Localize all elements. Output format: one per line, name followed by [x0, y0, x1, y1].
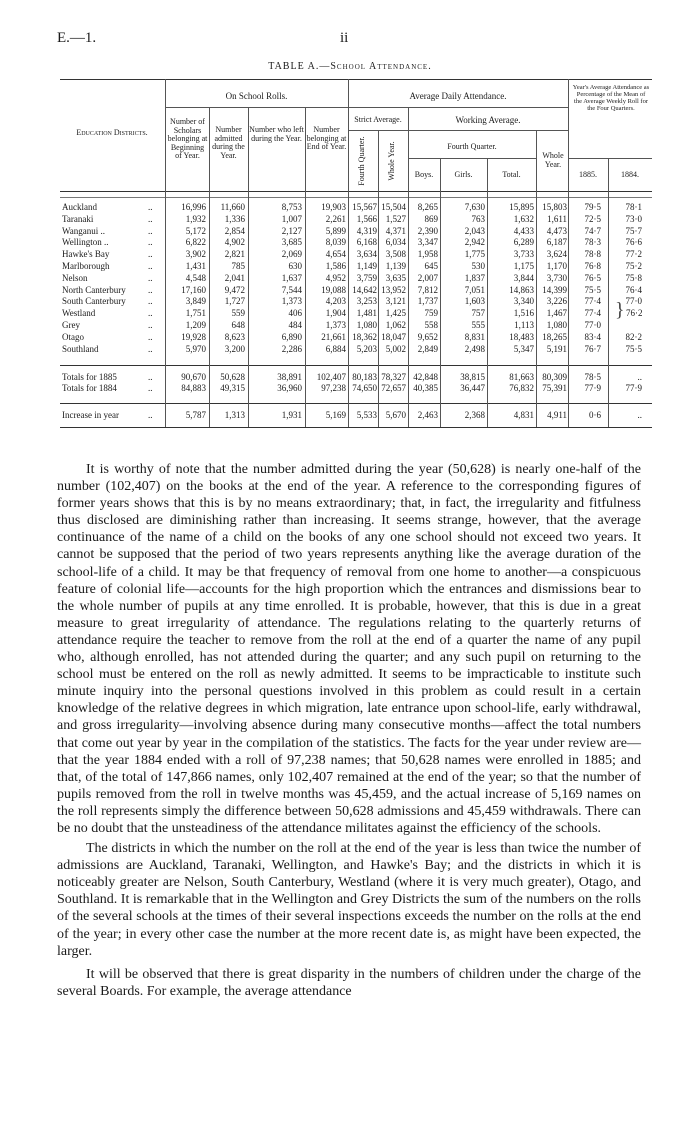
district-row-cell: 76·5: [584, 272, 601, 283]
district-row-cell: 77·2: [625, 249, 642, 260]
totals-row-cell: 77·9: [625, 383, 642, 393]
district-row-cell: 2,286: [281, 343, 302, 354]
totals-row-dots: ..: [148, 372, 153, 382]
district-row-cell: 3,347: [417, 237, 438, 248]
district-row-cell: 6,822: [185, 237, 206, 248]
district-row-cell: 1,566: [356, 213, 377, 224]
district-row-cell: 2,821: [224, 249, 245, 260]
district-row-cell: 19,903: [321, 202, 346, 212]
district-row-cell: 4,473: [546, 225, 567, 236]
district-row-dots: ..: [148, 296, 153, 307]
totals-row-cell: 38,891: [277, 372, 302, 382]
district-row-cell: 73·0: [625, 213, 642, 224]
totals-row-cell: 76,832: [509, 383, 534, 393]
district-row-cell: 3,730: [546, 272, 567, 283]
district-row-cell: 484: [288, 320, 302, 330]
district-row-cell: 2,498: [464, 343, 485, 354]
district-row-cell: 2,942: [464, 237, 485, 248]
header-col-fourth-quarter: Fourth Quarter.: [357, 136, 366, 186]
table-header-rule: [60, 191, 652, 192]
district-row-cell: 4,203: [325, 296, 346, 307]
district-row-cell: 13,952: [381, 284, 406, 295]
district-row-cell: 3,902: [185, 249, 206, 260]
district-row-cell: 19,088: [321, 284, 346, 295]
district-row-cell: 3,253: [356, 296, 377, 307]
district-row-cell: 5,203: [356, 343, 377, 354]
totals-row-cell: 36,447: [460, 383, 485, 393]
header-year-1884: 1884.: [621, 170, 639, 179]
totals-row-cell: 36,960: [277, 383, 302, 393]
district-row-cell: 1,737: [417, 296, 438, 307]
district-row-cell: 3,634: [356, 249, 377, 260]
district-row-cell: 75·2: [625, 261, 642, 271]
increase-row-label: Increase in year: [62, 410, 119, 420]
district-row-label: Hawke's Bay: [62, 249, 110, 260]
district-row-cell: 1,149: [356, 261, 377, 271]
totals-row-cell: 84,883: [181, 383, 206, 393]
increase-row-cell: 4,911: [547, 410, 567, 420]
district-row-cell: 6,187: [546, 237, 567, 248]
header-col-end: Number belonging at End of Year.: [306, 125, 347, 151]
totals-row-cell: 97,238: [321, 383, 346, 393]
district-row-dots: ..: [148, 261, 153, 271]
district-row-cell: 14,399: [542, 284, 567, 295]
district-row-cell: 2,069: [281, 249, 302, 260]
district-row-cell: 14,863: [509, 284, 534, 295]
district-row-cell: 17,160: [181, 284, 206, 295]
district-row-cell: 76·4: [625, 284, 642, 295]
district-row-cell: 1,209: [185, 320, 206, 330]
district-row-cell: 9,472: [224, 284, 245, 295]
district-row-label: Wanganui ..: [62, 225, 106, 236]
district-row-label: Auckland: [62, 202, 97, 212]
district-row-cell: 6,034: [385, 237, 406, 248]
district-row-cell: 2,043: [464, 225, 485, 236]
district-row-cell: 9,652: [417, 331, 438, 342]
district-row-cell: 1,080: [356, 320, 377, 330]
header-left: E.—1.: [57, 30, 97, 46]
increase-row-cell: 0·6: [589, 410, 601, 420]
district-row-cell: 75·7: [625, 225, 642, 236]
totals-row-cell: 80,309: [542, 372, 567, 382]
district-row-cell: 4,548: [185, 272, 206, 283]
district-row-cell: 78·3: [584, 237, 601, 248]
district-row-cell: 1,603: [464, 296, 485, 307]
district-row-cell: 1,139: [385, 261, 406, 271]
district-row-label: Southland: [62, 343, 99, 354]
district-row-cell: 5,970: [185, 343, 206, 354]
increase-row-cell: 2,463: [417, 410, 438, 420]
district-row-label: Grey: [62, 320, 80, 330]
paragraph: It is worthy of note that the number admitted during the year (50,628) is nearly one-half of the number (102,407) on the books at the end of the year. A reference to the corresponding figures of former years shows that this is by no means extraordinary; that, in fact, the irregularity and fitfulness thus disclosed are diminishing rather than increasing. It seems strange, however, that the average continuance of the name of a child on the books of any one school should not exceed two years. It cannot be supposed that the period of two years represents anything like the average duration of the school-life of a child. It may be that frequency of removal from one home to another—a conspicuous feature of colonial life—accounts for the high proportion which the entrances and dismissions bear to the whole number of pupils at any time enrolled. It is probable, however, that this is due in a great measure to great irregularity of attendance. The regulations relating to the quarterly returns of attendance require the teacher to remove from the roll at the end of a quarter the name of any pupil who, although enrolled, has not attended during the quarter; and any such pupil on returning to the school must be entered on the roll as newly admitted. It seems to be impracticable to institute such minute inquiry into the personal questions involved in this problem as could result in a certain knowledge of the relative degrees in which migration, late entrance upon school-life, early withdrawal, and gross irregularity—involving absence during many consecutive months—affect the total numbers that come out year by year in the compilation of the statistics. The facts for the year under review are—that the year 1884 ended with a roll of 97,238 names; that 50,628 names were enrolled in 1885; and that, of the total of 147,866 names, only 102,407 remained at the end of the year; so that the number of pupils removed from the roll in twelve months was 45,459, and the actual increase of 5,169 names on the roll represents simply the difference between 50,628 admissions and 45,459 withdrawals. There can be no doubt that the unsteadiness of the attendance militates against the efficiency of the schools.: [57, 462, 641, 836]
district-row-cell: 5,002: [385, 343, 406, 354]
district-row-cell: 4,319: [356, 225, 377, 236]
district-row-cell: 3,844: [513, 272, 534, 283]
district-row-cell: 3,635: [385, 272, 406, 283]
district-row-cell: 559: [231, 308, 245, 319]
district-row-cell: 645: [424, 261, 438, 271]
increase-row-cell: 5,670: [385, 410, 406, 420]
district-row-cell: 1,481: [356, 308, 377, 319]
district-row-dots: ..: [148, 225, 153, 236]
district-row-cell: 2,854: [224, 225, 245, 236]
district-row-cell: 4,433: [513, 225, 534, 236]
district-row-cell: 72·5: [584, 213, 601, 224]
district-row-cell: 11,660: [220, 202, 245, 212]
district-row-cell: 7,051: [464, 284, 485, 295]
district-row-cell: 8,265: [417, 202, 438, 212]
district-row-cell: 7,630: [464, 202, 485, 212]
table-totals-rule: [60, 365, 652, 366]
district-row-dots: ..: [148, 272, 153, 283]
district-row-dots: ..: [148, 284, 153, 295]
district-row-cell: 1,958: [417, 249, 438, 260]
district-row-dots: ..: [148, 249, 153, 260]
district-row-dots: ..: [148, 237, 153, 248]
paragraph: It will be observed that there is great disparity in the numbers of children under the charge of the several Boards. For example, the average attendance: [57, 966, 641, 999]
district-row-cell: 1,080: [546, 320, 567, 330]
district-row-cell: 15,504: [381, 202, 406, 212]
district-row-label: Marlborough: [62, 261, 110, 271]
header-year-1885: 1885.: [579, 170, 597, 179]
totals-row-cell: 78·5: [584, 372, 601, 382]
header-districts: Education Districts.: [76, 128, 148, 137]
header-col-boys: Boys.: [414, 170, 434, 179]
increase-row-dots: ..: [148, 410, 153, 420]
district-row-cell: 1,727: [224, 296, 245, 307]
totals-row-cell: 81,663: [509, 372, 534, 382]
district-row-cell: 2,041: [224, 272, 245, 283]
district-row-cell: 2,390: [417, 225, 438, 236]
district-row-cell: 1,336: [224, 213, 245, 224]
district-row-cell: 4,952: [325, 272, 346, 283]
district-row-cell: 15,803: [542, 202, 567, 212]
district-row-cell: 1,904: [325, 308, 346, 319]
district-row-dots: ..: [148, 320, 153, 330]
district-row-cell: 4,371: [385, 225, 406, 236]
totals-row-cell: 74,650: [352, 383, 377, 393]
district-row-cell: 1,062: [385, 320, 406, 330]
header-col-whole-year: Whole Year.: [387, 141, 396, 181]
table-bottom-rule: [60, 427, 652, 428]
district-row-cell: 77·4: [584, 308, 601, 319]
header-percentage: Year's Average Attendance as Percentage of the Mean of the Average Weekly Roll for the Four Quarters.: [572, 84, 650, 112]
header-page-number: ii: [340, 30, 349, 46]
district-row-dots: ..: [148, 213, 153, 224]
district-row-cell: 4,654: [325, 249, 346, 260]
district-row-label: Taranaki: [62, 213, 94, 224]
totals-row-cell: 40,385: [413, 383, 438, 393]
district-row-cell: 18,483: [509, 331, 534, 342]
totals-row-cell: 50,628: [220, 372, 245, 382]
district-row-cell: 1,586: [325, 261, 346, 271]
district-row-cell: 7,812: [417, 284, 438, 295]
district-row-cell: 1,516: [513, 308, 534, 319]
district-row-cell: 75·8: [625, 272, 642, 283]
totals-row-cell: ..: [637, 372, 642, 382]
totals-row-cell: 80,183: [352, 372, 377, 382]
district-row-cell: 3,226: [546, 296, 567, 307]
header-col-girls: Girls.: [454, 170, 473, 179]
totals-row-cell: 77·9: [584, 383, 601, 393]
district-row-cell: 5,191: [546, 343, 567, 354]
district-row-cell: 78·1: [625, 202, 642, 212]
district-row-cell: 555: [471, 320, 485, 330]
district-row-cell: 8,831: [464, 331, 485, 342]
district-row-cell: 1,007: [281, 213, 302, 224]
increase-row-cell: 2,368: [464, 410, 485, 420]
district-row-cell: 1,751: [185, 308, 206, 319]
district-row-cell: 1,932: [185, 213, 206, 224]
district-row-cell: 1,527: [385, 213, 406, 224]
district-row-cell: 630: [288, 261, 302, 271]
district-row-cell: 15,567: [352, 202, 377, 212]
header-on-rolls: On School Rolls.: [225, 91, 288, 101]
district-row-cell: 1,373: [281, 296, 302, 307]
fourth-q-sub-rule: [408, 158, 536, 159]
district-row-label: Otago: [62, 331, 84, 342]
district-row-cell: 763: [471, 213, 485, 224]
district-row-label: North Canterbury: [62, 284, 126, 295]
district-row-cell: 8,623: [224, 331, 245, 342]
increase-row-cell: 1,931: [281, 410, 302, 420]
district-row-cell: 3,685: [281, 237, 302, 248]
on-rolls-sub-rule: [165, 107, 348, 108]
district-row-cell: 21,661: [321, 331, 346, 342]
district-row-cell: 1,775: [464, 249, 485, 260]
district-row-cell: 530: [471, 261, 485, 271]
district-row-cell: 75·5: [584, 284, 601, 295]
header-col-left: Number who left during the Year.: [249, 125, 304, 143]
totals-row-cell: 72,657: [381, 383, 406, 393]
district-row-cell: 6,168: [356, 237, 377, 248]
increase-row-cell: ..: [637, 410, 642, 420]
district-row-cell: 2,261: [325, 213, 346, 224]
district-row-cell: 3,121: [385, 296, 406, 307]
district-row-cell: 5,899: [325, 225, 346, 236]
district-row-cell: 1,170: [546, 261, 567, 271]
district-row-cell: 3,200: [224, 343, 245, 354]
district-row-cell: 7,544: [281, 284, 302, 295]
table-top-rule: [60, 79, 652, 80]
district-row-cell: 16,996: [181, 202, 206, 212]
district-row-cell: 1,425: [385, 308, 406, 319]
district-row-cell: 82·2: [625, 331, 642, 342]
increase-row-cell: 1,313: [224, 410, 245, 420]
district-row-cell: 1,431: [185, 261, 206, 271]
district-row-cell: 18,362: [352, 331, 377, 342]
totals-row-cell: 75,391: [542, 383, 567, 393]
pct-sub-rule: [568, 158, 652, 159]
district-row-dots: ..: [148, 202, 153, 212]
district-row-cell: 3,759: [356, 272, 377, 283]
district-row-cell: 79·5: [584, 202, 601, 212]
district-row-label: Wellington ..: [62, 237, 109, 248]
district-row-cell: 14,642: [352, 284, 377, 295]
header-working: Working Average.: [455, 115, 521, 125]
totals-row-cell: 90,670: [181, 372, 206, 382]
district-row-cell: 77·0: [584, 320, 601, 330]
westland-grey-brace: }: [615, 299, 625, 321]
district-row-cell: 3,340: [513, 296, 534, 307]
header-avg-daily: Average Daily Attendance.: [409, 91, 507, 101]
header-col-whole-year-working: Whole Year.: [542, 151, 564, 169]
district-row-cell: 2,007: [417, 272, 438, 283]
district-row-cell: 77·4: [584, 296, 601, 307]
totals-row-cell: 102,407: [316, 372, 346, 382]
district-row-cell: 15,895: [509, 202, 534, 212]
header-col-total: Total.: [502, 170, 521, 179]
district-row-cell: 1,632: [513, 213, 534, 224]
district-row-cell: 5,172: [185, 225, 206, 236]
district-row-cell: 78·8: [584, 249, 601, 260]
totals-row-cell: 38,815: [460, 372, 485, 382]
increase-row-cell: 5,787: [185, 410, 206, 420]
district-row-cell: 8,039: [325, 237, 346, 248]
table-body-rule: [60, 197, 652, 198]
district-row-cell: 3,849: [185, 296, 206, 307]
district-row-label: South Canterbury: [62, 296, 126, 307]
table-title: TABLE A.—School Attendance.: [268, 61, 432, 72]
district-row-cell: 18,265: [542, 331, 567, 342]
totals-row-label: Totals for 1884: [62, 383, 117, 393]
district-row-cell: 406: [288, 308, 302, 319]
district-row-cell: 3,733: [513, 249, 534, 260]
district-row-cell: 18,047: [381, 331, 406, 342]
district-row-cell: 1,175: [513, 261, 534, 271]
district-row-cell: 4,902: [224, 237, 245, 248]
district-row-cell: 648: [231, 320, 245, 330]
table-increase-rule: [60, 403, 652, 404]
header-col-beginning: Number of Scholars belonging at Beginning of Year.: [167, 117, 208, 160]
district-row-label: Nelson: [62, 272, 88, 283]
district-row-cell: 1,113: [514, 320, 534, 330]
district-row-cell: 76·7: [584, 343, 601, 354]
working-sub-rule: [408, 130, 568, 131]
district-row-cell: 76·6: [625, 237, 642, 248]
totals-row-label: Totals for 1885: [62, 372, 117, 382]
totals-row-cell: 49,315: [220, 383, 245, 393]
district-row-cell: 2,849: [417, 343, 438, 354]
district-row-cell: 785: [231, 261, 245, 271]
district-row-cell: 8,753: [281, 202, 302, 212]
westland-grey-1884-value: 76·2: [626, 308, 643, 318]
district-row-cell: 83·4: [584, 331, 601, 342]
increase-row-cell: 5,169: [325, 410, 346, 420]
district-row-dots: ..: [148, 343, 153, 354]
district-row-cell: 6,884: [325, 343, 346, 354]
district-row-cell: 1,837: [464, 272, 485, 283]
district-row-cell: 6,289: [513, 237, 534, 248]
district-row-dots: ..: [148, 308, 153, 319]
increase-row-cell: 5,533: [356, 410, 377, 420]
totals-row-cell: 42,848: [413, 372, 438, 382]
district-row-cell: 757: [471, 308, 485, 319]
district-row-cell: 76·8: [584, 261, 601, 271]
district-row-cell: 3,508: [385, 249, 406, 260]
paragraph: The districts in which the number on the roll at the end of the year is less than twice the number of admissions are Auckland, Taranaki, Wellington, and Hawke's Bay; and the districts in which it is noticeably greater are Nelson, South Canterbury, Westland (where it is very much greater), Otago, and Southland. It is remarkable that in the Wellington and Grey Districts the sum of the numbers on the rolls of the several schools at the times of their several inspections exceeds the number on the rolls at the end of the year; in every other case the number at the more recent date is, as might have been expected, the larger.: [57, 841, 641, 959]
district-row-cell: 2,127: [281, 225, 302, 236]
increase-row-cell: 4,831: [513, 410, 534, 420]
header-col-admitted: Number admitted during the Year.: [212, 125, 245, 160]
district-row-cell: 759: [424, 308, 438, 319]
district-row-cell: 1,611: [547, 213, 567, 224]
totals-row-dots: ..: [148, 383, 153, 393]
header-fourth-quarter: Fourth Quarter.: [447, 142, 497, 151]
avg-daily-sub-rule: [348, 107, 568, 108]
district-row-cell: 6,890: [281, 331, 302, 342]
totals-row-cell: 78,327: [381, 372, 406, 382]
district-row-cell: 1,637: [281, 272, 302, 283]
district-row-label: Westland: [62, 308, 96, 319]
district-row-cell: 77·0: [625, 296, 642, 307]
district-row-cell: 19,928: [181, 331, 206, 342]
district-row-dots: ..: [148, 331, 153, 342]
district-row-cell: 74·7: [584, 225, 601, 236]
district-row-cell: 1,373: [325, 320, 346, 330]
district-row-cell: 3,624: [546, 249, 567, 260]
district-row-cell: 75·5: [625, 343, 642, 354]
district-row-cell: 558: [424, 320, 438, 330]
district-row-cell: 1,467: [546, 308, 567, 319]
header-strict: Strict Average.: [354, 115, 402, 124]
district-row-cell: 869: [424, 213, 438, 224]
district-row-cell: 5,347: [513, 343, 534, 354]
body-text: [57, 461, 641, 1000]
